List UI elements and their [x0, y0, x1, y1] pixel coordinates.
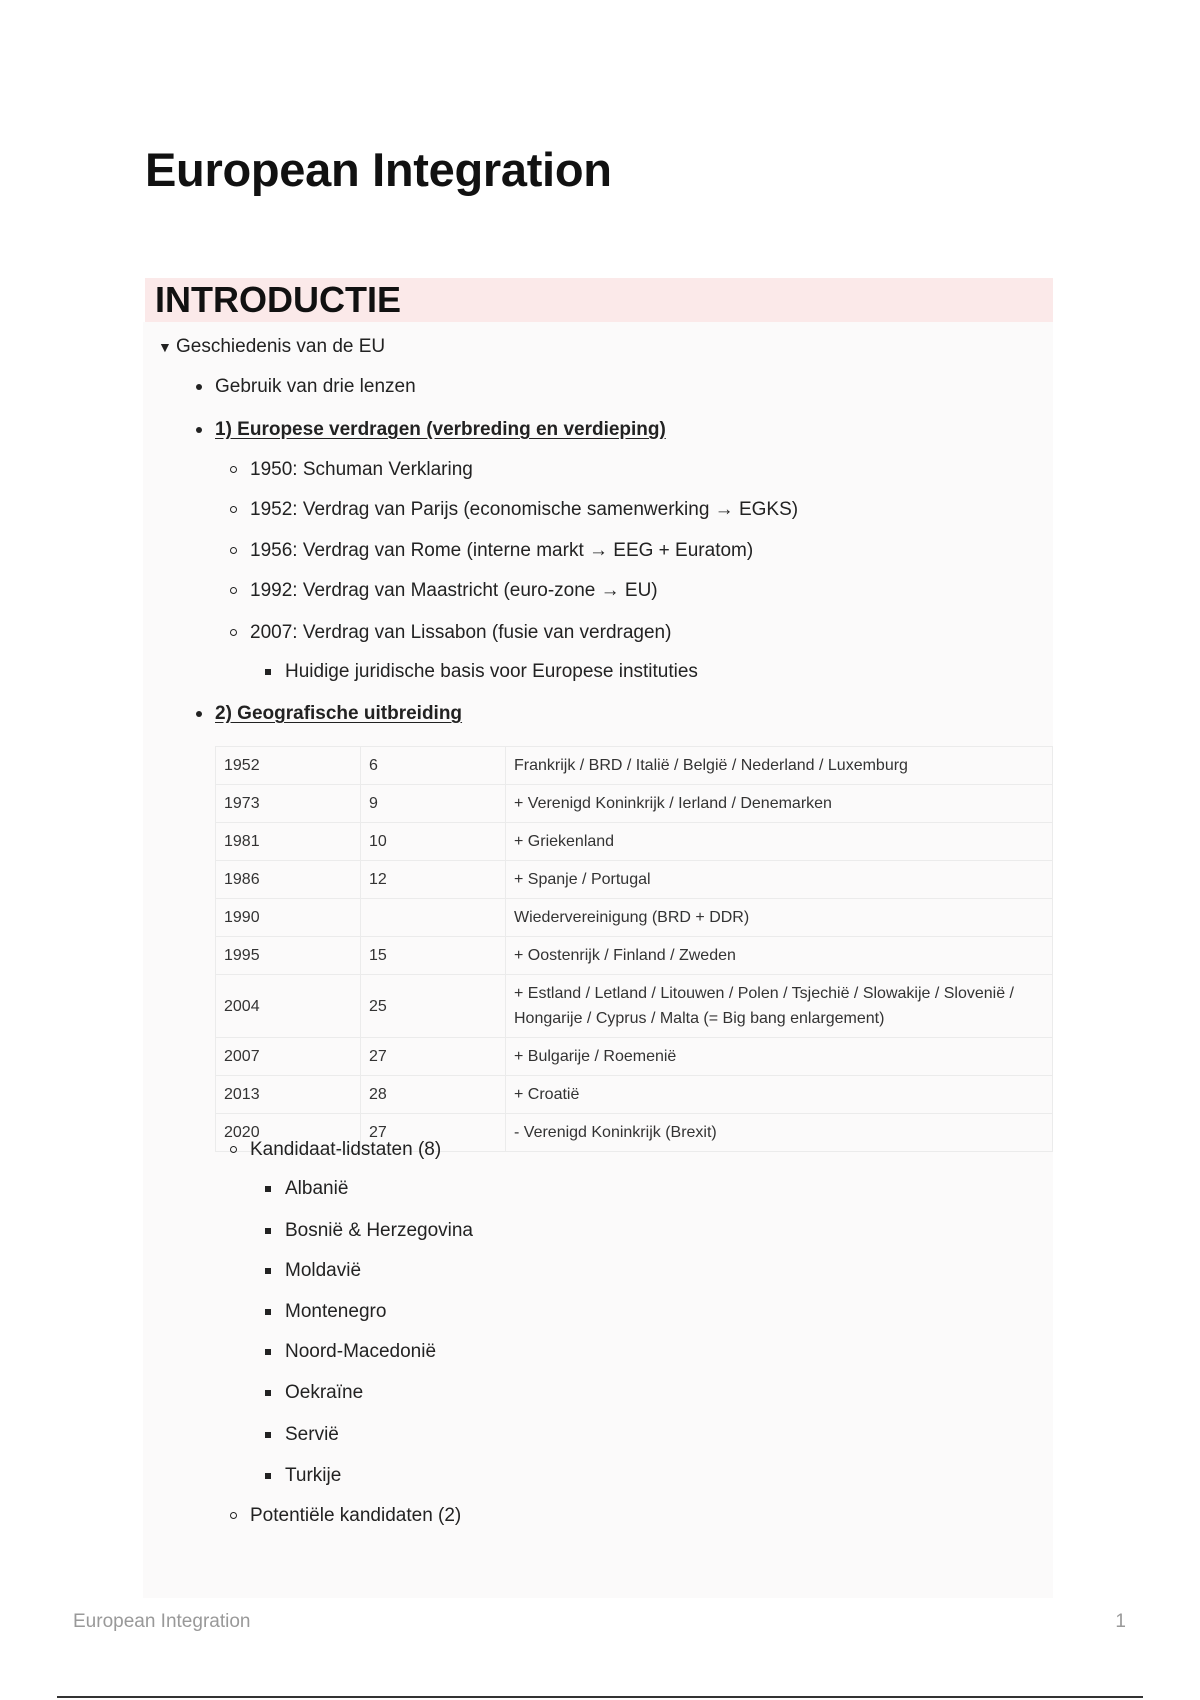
list-item-country: Albanië	[285, 1178, 349, 1199]
cell-count: 27	[361, 1114, 506, 1152]
cell-year: 2004	[216, 975, 361, 1038]
page-number: 1	[1115, 1611, 1126, 1632]
list-item-country: Bosnië & Herzegovina	[285, 1220, 473, 1241]
list-item-treaty: 1952: Verdrag van Parijs (economische samenwerking → EGKS)	[250, 499, 799, 520]
list-item-candidates: Kandidaat-lidstaten (8)	[250, 1139, 442, 1160]
cell-desc: + Spanje / Portugal	[506, 861, 1053, 899]
list-item-country: Turkije	[285, 1465, 342, 1486]
cell-desc: + Verenigd Koninkrijk / Ierland / Denemarken	[506, 785, 1053, 823]
cell-desc: Frankrijk / BRD / Italië / België / Nederland / Luxemburg	[506, 747, 1053, 785]
table-row	[216, 899, 1053, 937]
list-item-geo-heading: 2) Geografische uitbreiding	[215, 703, 463, 724]
cell-year: 1981	[216, 823, 361, 861]
cell-count: 10	[361, 823, 506, 861]
cell-year: 2013	[216, 1076, 361, 1114]
table-row	[216, 785, 1053, 823]
cell-year: 1990	[216, 899, 361, 937]
list-item-country: Servië	[285, 1424, 339, 1445]
list-item-country: Noord-Macedonië	[285, 1341, 437, 1362]
cell-desc: Wiedervereinigung (BRD + DDR)	[506, 899, 1053, 937]
cell-year: 1995	[216, 937, 361, 975]
cell-desc: + Bulgarije / Roemenië	[506, 1038, 1053, 1076]
cell-count: 6	[361, 747, 506, 785]
list-item-lenses: Gebruik van drie lenzen	[215, 376, 416, 397]
table-row	[216, 1038, 1053, 1076]
cell-count: 28	[361, 1076, 506, 1114]
section-heading: INTRODUCTIE	[145, 278, 1053, 322]
cell-count: 27	[361, 1038, 506, 1076]
list-item-potential: Potentiële kandidaten (2)	[250, 1505, 462, 1526]
cell-desc: + Estland / Letland / Litouwen / Polen / Tsjechië / Slowakije / Slovenië / Hongarije / Cyprus / Malta (= Big bang enlargement)	[506, 975, 1053, 1038]
cell-desc: + Croatië	[506, 1076, 1053, 1114]
toggle-label: Geschiedenis van de EU	[176, 336, 386, 357]
cell-year: 2020	[216, 1114, 361, 1152]
list-item-treaty: 1956: Verdrag van Rome (interne markt → EEG + Euratom)	[250, 540, 754, 561]
cell-year: 1973	[216, 785, 361, 823]
table-row	[216, 975, 1053, 1038]
table-row	[216, 747, 1053, 785]
list-item-lisbon-sub: Huidige juridische basis voor Europese instituties	[285, 661, 698, 682]
list-item-treaty: 1950: Schuman Verklaring	[250, 459, 473, 480]
cell-count: 25	[361, 975, 506, 1038]
table-row	[216, 1076, 1053, 1114]
table-row	[216, 861, 1053, 899]
page-title: European Integration	[145, 143, 612, 196]
list-item-country: Montenegro	[285, 1301, 387, 1322]
cell-year: 2007	[216, 1038, 361, 1076]
cell-year: 1952	[216, 747, 361, 785]
list-item-treaty: 2007: Verdrag van Lissabon (fusie van verdragen)	[250, 622, 672, 643]
cell-count: 9	[361, 785, 506, 823]
list-item-treaties-heading: 1) Europese verdragen (verbreding en verdieping)	[215, 419, 666, 440]
cell-count	[361, 899, 506, 937]
list-item-treaty: 1992: Verdrag van Maastricht (euro-zone → EU)	[250, 580, 658, 601]
cell-count: 12	[361, 861, 506, 899]
triangle-down-icon[interactable]: ▼	[158, 339, 172, 355]
table-row	[216, 823, 1053, 861]
list-item-country: Oekraïne	[285, 1382, 364, 1403]
footer-title: European Integration	[73, 1611, 251, 1632]
cell-year: 1986	[216, 861, 361, 899]
toggle-geschiedenis[interactable]	[158, 335, 385, 359]
cell-desc: + Oostenrijk / Finland / Zweden	[506, 937, 1053, 975]
list-item-country: Moldavië	[285, 1260, 362, 1281]
cell-desc: + Griekenland	[506, 823, 1053, 861]
cell-desc: - Verenigd Koninkrijk (Brexit)	[506, 1114, 1053, 1152]
footer-divider	[57, 1696, 1143, 1698]
cell-count: 15	[361, 937, 506, 975]
enlargement-table	[215, 746, 1053, 1152]
table-row	[216, 937, 1053, 975]
